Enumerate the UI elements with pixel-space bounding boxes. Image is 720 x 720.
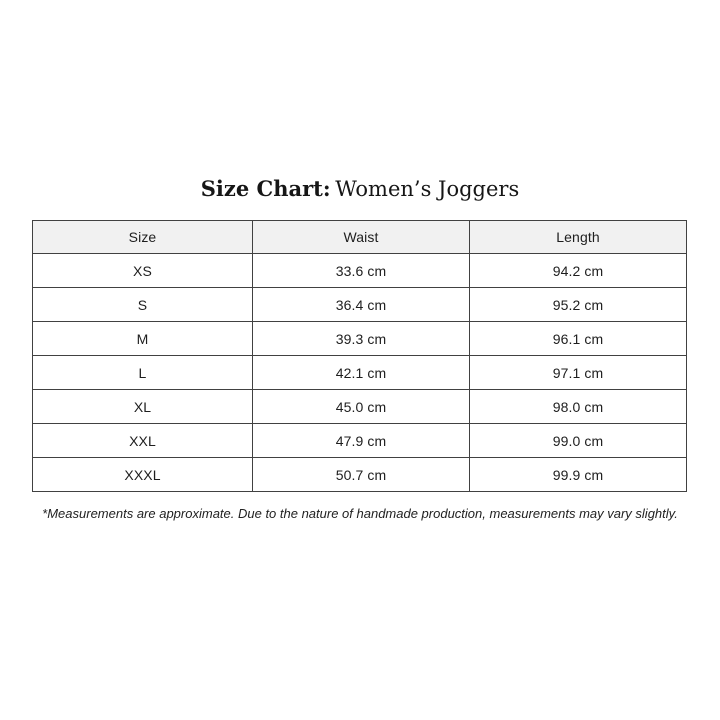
waist-cell: 42.1 cm — [253, 356, 470, 390]
page-title-product: Women’s Joggers — [335, 177, 520, 201]
waist-cell: 50.7 cm — [253, 458, 470, 492]
waist-cell: 33.6 cm — [253, 254, 470, 288]
size-cell: S — [33, 288, 253, 322]
size-cell: XXL — [33, 424, 253, 458]
page-title — [0, 175, 720, 203]
page-title-prefix: Size Chart: — [200, 176, 331, 201]
size-cell: L — [33, 356, 253, 390]
table-row — [33, 254, 687, 288]
waist-cell: 39.3 cm — [253, 322, 470, 356]
size-cell: XL — [33, 390, 253, 424]
column-header-waist: Waist — [253, 221, 470, 254]
size-chart-table — [32, 220, 687, 492]
size-cell: M — [33, 322, 253, 356]
length-cell: 94.2 cm — [470, 254, 687, 288]
size-cell: XXXL — [33, 458, 253, 492]
table-row — [33, 390, 687, 424]
length-cell: 95.2 cm — [470, 288, 687, 322]
footnote: *Measurements are approximate. Due to the nature of handmade production, measurements may vary slightly. — [42, 506, 678, 521]
column-header-length: Length — [470, 221, 687, 254]
table-row — [33, 322, 687, 356]
waist-cell: 36.4 cm — [253, 288, 470, 322]
table-header-row — [33, 221, 687, 254]
table-row — [33, 424, 687, 458]
length-cell: 97.1 cm — [470, 356, 687, 390]
size-cell: XS — [33, 254, 253, 288]
length-cell: 96.1 cm — [470, 322, 687, 356]
table-row — [33, 356, 687, 390]
length-cell: 99.0 cm — [470, 424, 687, 458]
length-cell: 98.0 cm — [470, 390, 687, 424]
table-row — [33, 288, 687, 322]
length-cell: 99.9 cm — [470, 458, 687, 492]
waist-cell: 47.9 cm — [253, 424, 470, 458]
waist-cell: 45.0 cm — [253, 390, 470, 424]
column-header-size: Size — [33, 221, 253, 254]
table-row — [33, 458, 687, 492]
